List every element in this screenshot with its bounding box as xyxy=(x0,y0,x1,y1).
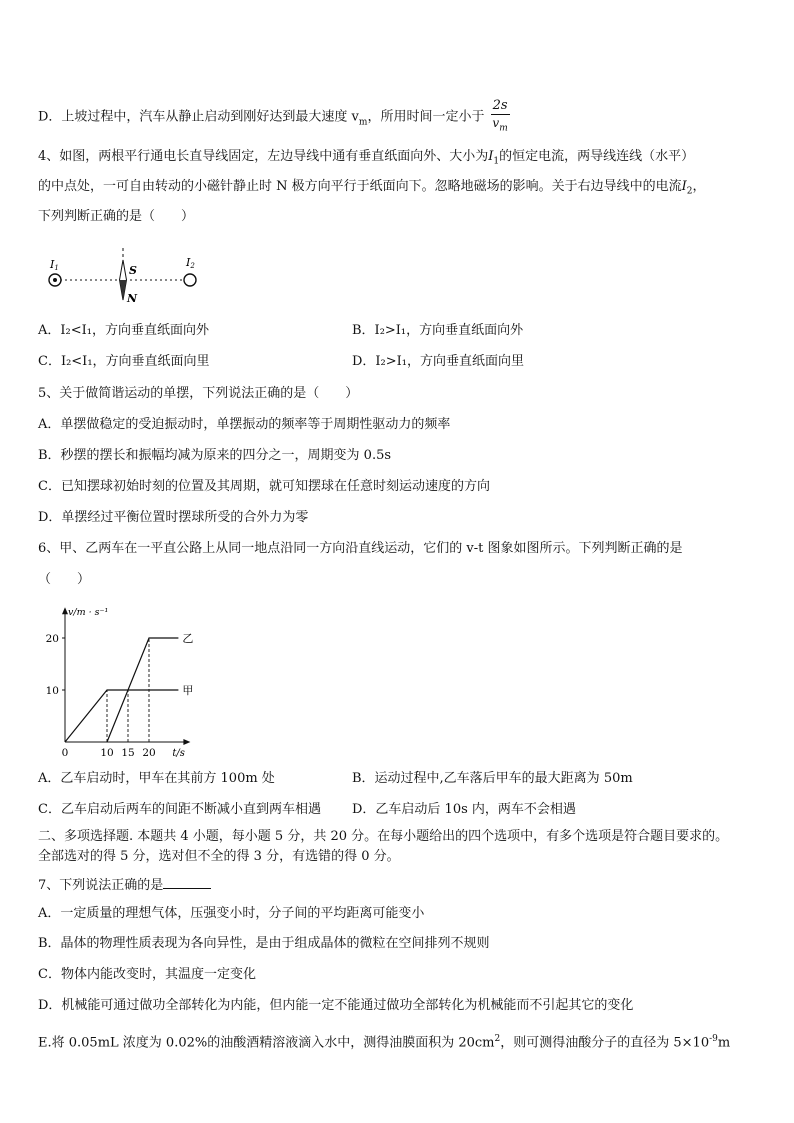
q5-stem: 5、关于做简谐运动的单摆，下列说法正确的是（ ） xyxy=(38,386,359,401)
q7-option-a: A．一定质量的理想气体，压强变小时，分子间的平均距离可能变小 xyxy=(38,906,425,921)
q6-stem: 6、甲、乙两车在一平直公路上从同一地点沿同一方向沿直线运动，它们的 v-t 图象如图所示。下列判断正确的是 xyxy=(38,541,683,556)
q4-line1-sub: 1 xyxy=(493,156,500,167)
y-axis-label: v/m · s⁻¹ xyxy=(68,607,109,619)
y-tick-label-1: 20 xyxy=(45,633,59,645)
q4-option-c: C．I₂<I₁，方向垂直纸面向里 xyxy=(38,354,210,369)
label-n: N xyxy=(127,292,138,304)
q6-vt-chart xyxy=(38,598,238,760)
series-line-0 xyxy=(65,690,178,742)
q7-e-sup: 2 xyxy=(494,1034,501,1044)
q7-option-b: B．晶体的物理性质表现为各向异性，是由于组成晶体的微粒在空间排列不规则 xyxy=(38,936,490,951)
q5-option-a: A．单摆做稳定的受迫振动时，单摆振动的频率等于周期性驱动力的频率 xyxy=(38,417,451,432)
fraction-den-sub: m xyxy=(499,123,508,134)
fraction-2s-over-vm xyxy=(491,98,510,136)
q7-e-mid: ，则可测得油酸分子的直径为 5×10 xyxy=(500,1035,710,1051)
x-tick-label-1: 10 xyxy=(100,747,114,759)
q7-e-end: m xyxy=(717,1035,731,1051)
label-i1: I1 xyxy=(50,258,59,272)
q3d-sub: m xyxy=(358,117,368,128)
q7-e-text: E.将 0.05mL 浓度为 0.02%的油酸酒精溶液滴入水中，测得油膜面积为 20cm xyxy=(38,1035,495,1051)
q6-options-row1 xyxy=(38,770,633,788)
wire-i1-dot xyxy=(53,278,57,282)
q5-option-b: B．秒摆的摆长和振幅均减为原来的四分之一，周期变为 0.5s xyxy=(38,448,392,463)
q4-line1-text: 4、如图，两根平行通电长直导线固定，左边导线中通有垂直纸面向外、大小为 xyxy=(38,149,489,164)
x-tick-label-3: 20 xyxy=(142,747,156,759)
q6-option-c: C．乙车启动后两车的间距不断减小直到两车相遇 xyxy=(38,802,321,817)
q4-stem-line1 xyxy=(38,148,694,171)
fraction-numerator: 2s xyxy=(492,98,508,113)
q4-line2-end: ， xyxy=(692,179,706,194)
q6-option-a: A．乙车启动时，甲车在其前方 100m 处 xyxy=(38,771,275,786)
q4-stem-line2 xyxy=(38,178,706,201)
q4-option-b: B．I₂>I₁，方向垂直纸面向外 xyxy=(352,323,524,338)
q3-option-d xyxy=(38,98,510,136)
fraction-denominator xyxy=(491,115,510,136)
q4-option-d: D．I₂>I₁，方向垂直纸面向里 xyxy=(352,354,525,369)
q4-line2-var: I xyxy=(681,179,687,194)
label-i2: I2 xyxy=(186,256,195,270)
compass-needle-north-half xyxy=(120,280,127,300)
q6-options-row2 xyxy=(38,801,576,819)
q4-option-a: A．I₂<I₁，方向垂直纸面向外 xyxy=(38,323,209,338)
q4-options-row1 xyxy=(38,322,524,340)
q6-option-b: B．运动过程中,乙车落后甲车的最大距离为 50m xyxy=(352,771,633,786)
x-tick-label-0: 0 xyxy=(61,747,69,759)
q4-wire-magnet-figure xyxy=(38,244,218,304)
q4-line2-text: 的中点处，一可自由转动的小磁针静止时 N 极方向平行于纸面向下。忽略地磁场的影响。关于右边导线中的电流 xyxy=(38,179,682,194)
x-axis-arrow-icon xyxy=(183,739,190,745)
q7-option-e xyxy=(38,1030,730,1052)
q7-stem xyxy=(38,876,211,895)
fraction-den-v: v xyxy=(492,116,500,130)
q4-options-row2 xyxy=(38,353,525,371)
q4-line2-sub: 2 xyxy=(686,186,693,197)
x-axis-label: t/s xyxy=(172,748,185,759)
section2-line2: 全部选对的得 5 分，选对但不全的得 3 分，有选错的得 0 分。 xyxy=(38,849,400,864)
q4-line1-var: I xyxy=(488,149,494,164)
q6-stem-2: （ ） xyxy=(38,572,91,587)
q7-option-d: D．机械能可通过做功全部转化为内能，但内能一定不能通过做功全部转化为机械能而不引起其它的变化 xyxy=(38,998,634,1013)
series-label-1: 乙 xyxy=(182,632,194,645)
q7-e-exp: -9 xyxy=(709,1034,718,1044)
wire-i2-icon xyxy=(184,274,196,286)
q3d-text: D．上坡过程中，汽车从静止启动到刚好达到最大速度 v xyxy=(38,109,359,125)
label-s: S xyxy=(129,264,137,277)
section2-line1: 二、多项选择题. 本题共 4 小题，每小题 5 分，共 20 分。在每小题给出的四个选项中，有多个选项是符合题目要求的。 xyxy=(38,829,729,844)
y-tick-label-0: 10 xyxy=(45,685,59,697)
q7-answer-blank xyxy=(163,876,211,889)
q5-option-c: C．已知摆球初始时刻的位置及其周期，就可知摆球在任意时刻运动速度的方向 xyxy=(38,479,490,494)
q3d-text2: ，所用时间一定小于 xyxy=(367,109,485,125)
x-tick-label-2: 15 xyxy=(121,747,135,759)
q7-stem-text: 7、下列说法正确的是 xyxy=(38,878,164,893)
series-label-0: 甲 xyxy=(182,684,194,697)
q4-line1-end: 的恒定电流，两导线连线（水平） xyxy=(499,149,695,164)
q5-option-d: D．单摆经过平衡位置时摆球所受的合外力为零 xyxy=(38,510,309,525)
q7-option-c: C．物体内能改变时，其温度一定变化 xyxy=(38,967,256,982)
q6-option-d: D．乙车启动后 10s 内，两车不会相遇 xyxy=(352,802,576,817)
q4-stem-line3: 下列判断正确的是（ ） xyxy=(38,209,195,224)
